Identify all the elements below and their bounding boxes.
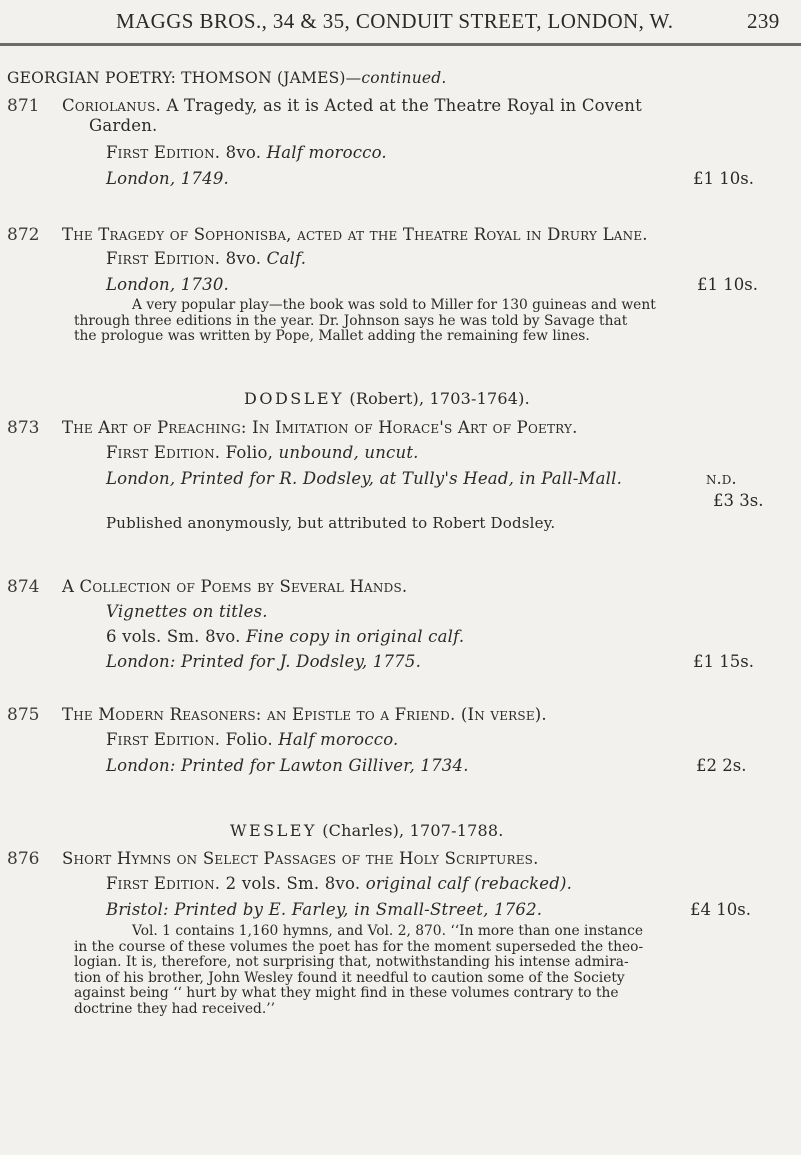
section-continued: —continued. xyxy=(345,69,447,87)
author-heading: WESLEY (Charles), 1707-1788. xyxy=(230,821,504,840)
entry-number: 871 xyxy=(7,96,40,116)
entry-note: A very popular play—the book was sold to Miller for 130 guineas and went through three editions in the year. Dr. Johnson says he was told by Savage that the prologue was written by Pope, Mallet adding the remaining few lines. xyxy=(74,297,656,345)
entry-number: 876 xyxy=(7,849,40,869)
entry-edition: First Edition. Folio. Half morocco. xyxy=(106,730,399,749)
entry-number: 874 xyxy=(7,577,40,597)
entry-price: £4 10s. xyxy=(690,900,751,919)
entry-imprint: London: Printed for J. Dodsley, 1775. xyxy=(106,652,422,671)
entry-number: 875 xyxy=(7,705,40,725)
entry-edition: First Edition. 8vo. Half morocco. xyxy=(106,143,387,162)
entry-title: The Art of Preaching: In Imitation of Horace's Art of Poetry. xyxy=(62,418,578,437)
entry-price: £3 3s. xyxy=(713,491,764,510)
entry-number: 872 xyxy=(7,225,40,245)
entry-number: 873 xyxy=(7,418,40,438)
header-rule xyxy=(0,43,801,46)
entry-note: Vol. 1 contains 1,160 hymns, and Vol. 2, 870. ‘‘In more than one instance in the course of these volumes the poet has for the moment superseded the theo- logian. It is, therefore, not surprising that, notwithstanding his intense admira- tion of his brother, John Wesley found it needful to caution some of the Society against being ‘‘ hurt by what they might find in these volumes contrary to the doctrine they had received.’’ xyxy=(74,923,644,1017)
author-heading: DODSLEY (Robert), 1703-1764). xyxy=(244,389,530,408)
entry-imprint: London, 1749. xyxy=(106,169,229,188)
entry-edition: First Edition. 8vo. Calf. xyxy=(106,249,307,268)
entry-title: The Modern Reasoners: an Epistle to a Friend. (In verse). xyxy=(62,705,547,724)
running-title: MAGGS BROS., 34 & 35, CONDUIT STREET, LONDON, W. xyxy=(116,9,674,33)
entry-title: A Collection of Poems by Several Hands. xyxy=(62,577,408,596)
entry-price: £1 15s. xyxy=(693,652,754,671)
entry-illustrations: Vignettes on titles. xyxy=(106,602,268,621)
entry-title: The Tragedy of Sophonisba, acted at the Theatre Royal in Drury Lane. xyxy=(62,225,648,244)
entry-price: £1 10s. xyxy=(697,275,758,294)
entry-imprint: London, 1730. xyxy=(106,275,229,294)
entry-price: £2 2s. xyxy=(696,756,747,775)
entry-title: Coriolanus. A Tragedy, as it is Acted at the Theatre Royal in Covent xyxy=(62,96,642,115)
section-lead: GEORGIAN POETRY: THOMSON (JAMES) xyxy=(7,69,346,87)
page-number: 239 xyxy=(747,9,780,33)
entry-title-cont: Garden. xyxy=(89,116,158,135)
entry-title: Short Hymns on Select Passages of the Holy Scriptures. xyxy=(62,849,539,868)
entry-imprint: London, Printed for R. Dodsley, at Tully's Head, in Pall-Mall. xyxy=(106,469,623,488)
entry-edition: 6 vols. Sm. 8vo. Fine copy in original calf. xyxy=(106,627,465,646)
entry-edition: First Edition. 2 vols. Sm. 8vo. original calf (rebacked). xyxy=(106,874,573,893)
entry-date-tail: n.d. xyxy=(706,469,737,488)
page-header xyxy=(0,0,801,36)
entry-imprint: London: Printed for Lawton Gilliver, 1734. xyxy=(106,756,469,775)
entry-edition: First Edition. Folio, unbound, uncut. xyxy=(106,443,419,462)
section-heading xyxy=(7,69,447,87)
entry-note: Published anonymously, but attributed to Robert Dodsley. xyxy=(106,514,556,532)
entry-price: £1 10s. xyxy=(693,169,754,188)
entry-imprint: Bristol: Printed by E. Farley, in Small-Street, 1762. xyxy=(106,900,543,919)
